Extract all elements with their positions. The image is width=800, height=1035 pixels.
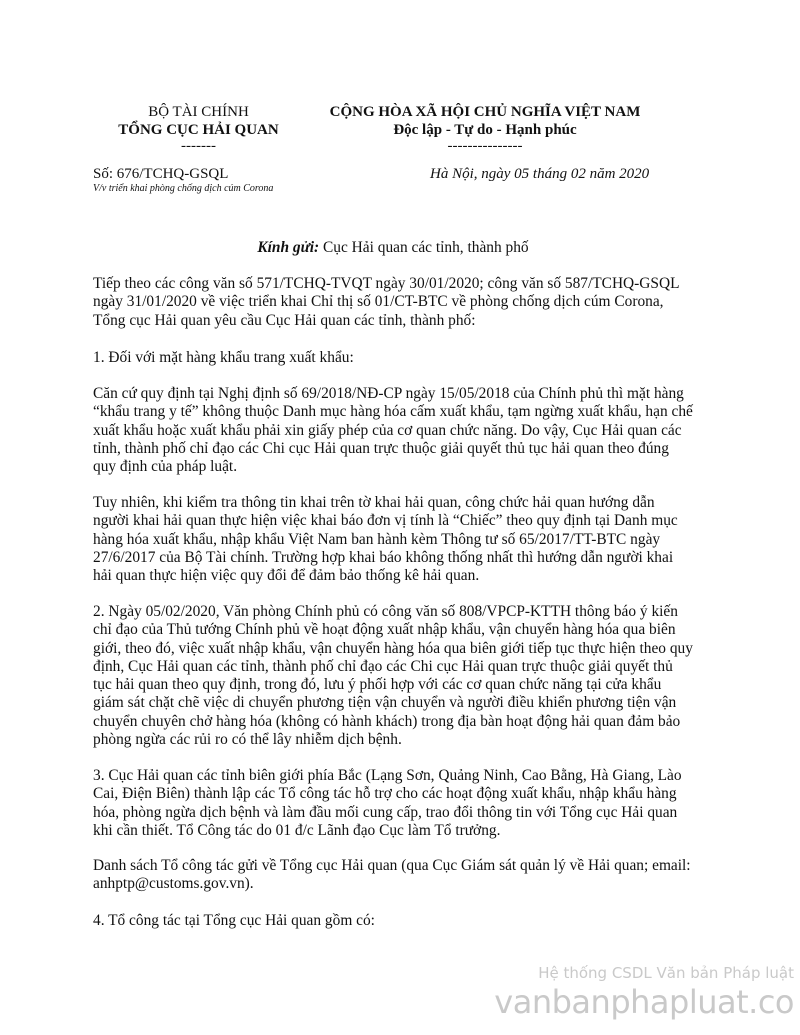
issuing-agency [86,103,311,153]
department-name: TỔNG CỤC HẢI QUAN [118,122,279,138]
document-number: Số: 676/TCHQ-GSQL [93,166,229,182]
national-motto: Độc lập - Tự do - Hạnh phúc [393,122,577,138]
document-subject: V/v triển khai phòng chống dịch cúm Corona [93,183,274,194]
intro-paragraph: Tiếp theo các công văn số 571/TCHQ-TVQT ngày 30/01/2020; công văn số 587/TCHQ-GSQL ngày 31/01/2020 về việc triển khai Chỉ thị số 01/CT-BTC về phòng chống dịch cúm Corona, Tổng cục Hải quan yêu cầu Cục Hải quan các tỉnh, thành phố: [93,275,679,329]
watermark-caption: Hệ thống CSDL Văn bản Pháp luật [538,964,794,982]
recipient-label: Kính gửi: [257,239,320,256]
watermark-site: vanbanphapluat.co [494,983,794,1021]
section-3-paragraph: 3. Cục Hải quan các tỉnh biên giới phía Bắc (Lạng Sơn, Quảng Ninh, Cao Bằng, Hà Giang, Lào Cai, Điện Biên) thành lập các Tổ công tác hỗ trợ cho các hoạt động xuất khẩu, nhập khẩu hàng hóa, phòng ngừa dịch bệnh và làm đầu mối cung cấp, trao đổi thông tin với Tổng cục Hải quan khi cần thiết. Tổ Công tác do 01 đ/c Lãnh đạo Cục làm Tổ trưởng. [93,767,682,839]
agency-divider: ------- [181,138,216,154]
national-heading [305,103,665,153]
section-1-paragraph-1: Căn cứ quy định tại Nghị định số 69/2018/NĐ-CP ngày 15/05/2018 của Chính phủ thì mặt hàng “khẩu trang y tế” không thuộc Danh mục hàng hóa cấm xuất khẩu, tạm ngừng xuất khẩu, hạn chế xuất khẩu hoặc xuất khẩu phải xin giấy phép của cơ quan chức năng. Do vậy, Cục Hải quan các tỉnh, thành phố chỉ đạo các Chi cục Hải quan trực thuộc giải quyết thủ tục hải quan theo đúng quy định của pháp luật. [93,385,693,476]
section-4-heading: 4. Tổ công tác tại Tổng cục Hải quan gồm có: [93,912,375,929]
contact-paragraph: Danh sách Tổ công tác gửi về Tổng cục Hải quan (qua Cục Giám sát quản lý về Hải quan; email: anhptp@customs.gov.vn). [93,857,691,893]
recipient-line [93,239,693,257]
section-2-paragraph: 2. Ngày 05/02/2020, Văn phòng Chính phủ có công văn số 808/VPCP-KTTH thông báo ý kiến chỉ đạo của Thủ tướng Chính phủ về hoạt động xuất nhập khẩu, vận chuyển hàng hóa qua biên giới, theo đó, việc xuất nhập khẩu, vận chuyển hàng hóa qua biên giới tiếp tục thực hiện theo quy định, Cục Hải quan các tỉnh, thành phố chỉ đạo các Chi cục Hải quan trực thuộc giải quyết thủ tục hải quan theo quy định, trong đó, lưu ý phối hợp với các cơ quan chức năng tại cửa khẩu giám sát chặt chẽ việc di chuyển phương tiện vận chuyển và người điều khiển phương tiện vận chuyển chuyên chở hàng hóa (không có hành khách) trong địa bàn hoạt động hải quan đảm bảo phòng ngừa các rủi ro có thể lây nhiễm dịch bệnh. [93,603,693,749]
motto-divider: --------------- [447,138,523,154]
section-1-paragraph-2: Tuy nhiên, khi kiểm tra thông tin khai trên tờ khai hải quan, công chức hải quan hướng dẫn người khai hải quan thực hiện việc khai báo đơn vị tính là “Chiếc” theo quy định tại Danh mục hàng hóa xuất khẩu, nhập khẩu Việt Nam ban hành kèm Thông tư số 65/2017/TT-BTC ngày 27/6/2017 của Bộ Tài chính. Trường hợp khai báo không thống nhất thì hướng dẫn người khai hải quan thực hiện việc quy đổi để đảm bảo thống kê hải quan. [93,494,678,585]
section-1-heading: 1. Đối với mặt hàng khẩu trang xuất khẩu: [93,349,354,366]
place-and-date: Hà Nội, ngày 05 tháng 02 năm 2020 [430,166,650,182]
ministry-name: BỘ TÀI CHÍNH [148,104,249,120]
country-name: CỘNG HÒA XÃ HỘI CHỦ NGHĨA VIỆT NAM [329,104,641,120]
recipient-text: Cục Hải quan các tỉnh, thành phố [319,239,529,256]
